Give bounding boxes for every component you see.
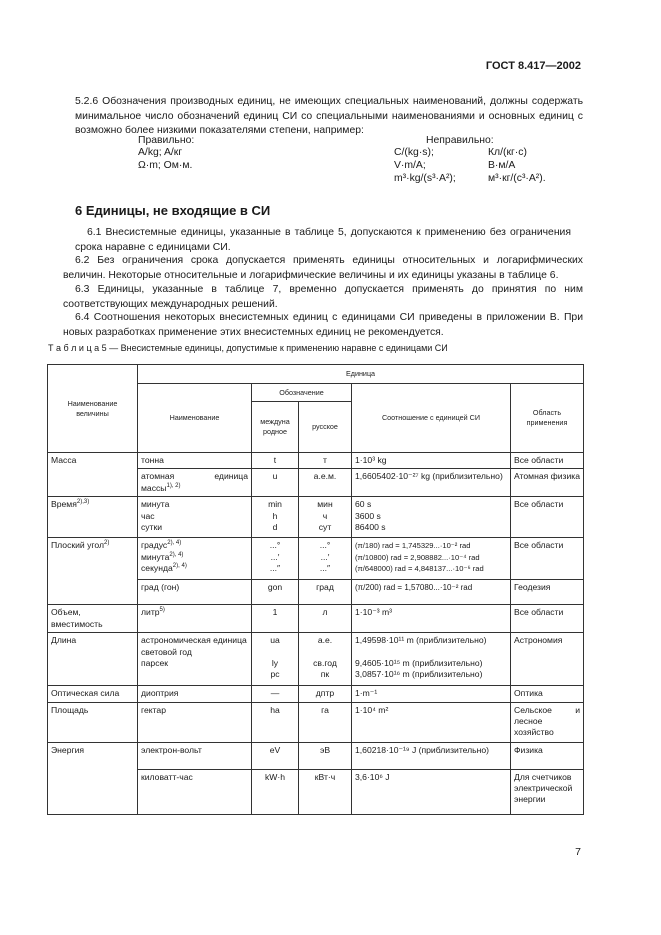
header-relation: Соотношение с единицей СИ [352, 384, 511, 453]
unit-length: астрономическая единица световой год парсек [138, 633, 252, 686]
rus-tonne: т [299, 453, 352, 469]
rus-gon: град [299, 580, 352, 605]
intl-hectare: ha [252, 702, 299, 742]
paragraph-6-4: 6.4 Соотношения некоторых внесистемных единиц с единицами СИ приведены в приложении В. При новых разработках применение этих внесистемных единиц не рекомендуется. [63, 312, 583, 338]
relation-kwh: 3,6·10⁶ J [352, 769, 511, 814]
paragraph-6-1: 6.1 Внесистемные единицы, указанные в таблице 5, допускаются к применению без ограничения срока наравне с единицами СИ. [75, 227, 571, 253]
unit-amu: атомная единица массы$^{1), 2)}$ [138, 469, 252, 497]
unit-tonne: тонна [138, 453, 252, 469]
scope-kwh: Для счетчиков электрической энергии [511, 769, 584, 814]
scope-ev: Физика [511, 742, 584, 769]
incorrect-rus-1: Кл/(кг·с) [488, 147, 527, 158]
scope-time: Все области [511, 497, 584, 538]
row-mass-quantity: Масса [48, 453, 138, 497]
scope-gon: Геодезия [511, 580, 584, 605]
correct-example-1: A/kg; A/кг [138, 147, 183, 158]
relation-amu: 1,6605402·10⁻²⁷ kg (приблизительно) [352, 469, 511, 497]
scope-liter: Все области [511, 605, 584, 633]
rus-length: а.е. св.год пк [299, 633, 352, 686]
table-5-caption: Т а б л и ц а 5 — Внесистемные единицы, допустимые к применению наравне с единицами СИ [48, 343, 448, 353]
incorrect-intl-3: m³·kg/(s³·A²); [394, 173, 456, 184]
unit-hectare: гектар [138, 702, 252, 742]
scope-tonne: Все области [511, 453, 584, 469]
rus-liter: л [299, 605, 352, 633]
relation-time: 60 s 3600 s 86400 s [352, 497, 511, 538]
header-scope: Область применения [511, 384, 584, 453]
intl-length: ua ly pc [252, 633, 299, 686]
intl-time: min h d [252, 497, 299, 538]
intl-ev: eV [252, 742, 299, 769]
unit-kwh: киловатт-час [138, 769, 252, 814]
incorrect-rus-2: В·м/А [488, 160, 516, 171]
intl-kwh: kW·h [252, 769, 299, 814]
rus-hectare: га [299, 702, 352, 742]
page-number: 7 [575, 846, 581, 858]
standard-header: ГОСТ 8.417—2002 [485, 60, 581, 72]
relation-tonne: 1·10³ kg [352, 453, 511, 469]
unit-angle: градус$^{2), 4)}$ минута$^{2), 4)}$ секунда$^{2), 4)}$ [138, 538, 252, 580]
intl-diopter: — [252, 686, 299, 702]
rus-angle: ...° ...′ ...″ [299, 538, 352, 580]
row-length-quantity: Длина [48, 633, 138, 686]
header-designation: Обозначение [252, 384, 352, 402]
clause-5-2-6: 5.2.6 Обозначения производных единиц, не имеющих специальных наименований, должны содержать минимальное число обозначений единиц СИ со специальными наименованиями и основных единиц с возможно более низкими показателями степени, например: [75, 96, 583, 137]
intl-tonne: t [252, 453, 299, 469]
row-time-quantity: Время$^{2),3)}$ [48, 497, 138, 538]
intl-liter: 1 [252, 605, 299, 633]
header-name: Наименование [138, 384, 252, 453]
rus-time: мин ч сут [299, 497, 352, 538]
row-energy-quantity: Энергия [48, 742, 138, 814]
table-5 [47, 364, 584, 815]
unit-diopter: диоптрия [138, 686, 252, 702]
incorrect-intl-2: V·m/A; [394, 160, 426, 171]
row-angle-quantity: Плоский угол$^{2)}$ [48, 538, 138, 605]
header-quantity: Наименование величины [48, 365, 138, 453]
unit-ev: электрон-вольт [138, 742, 252, 769]
relation-diopter: 1·m⁻¹ [352, 686, 511, 702]
scope-angle: Все области [511, 538, 584, 580]
rus-ev: эВ [299, 742, 352, 769]
section-6-title: 6 Единицы, не входящие в СИ [75, 203, 271, 218]
intl-angle: ...° ...′ ...″ [252, 538, 299, 580]
intl-gon: gon [252, 580, 299, 605]
header-intl: международное [252, 402, 299, 453]
rus-amu: а.е.м. [299, 469, 352, 497]
unit-liter: литр$^{5)}$ [138, 605, 252, 633]
unit-time: минута час сутки [138, 497, 252, 538]
correct-example-2: Ω·m; Ом·м. [138, 160, 193, 171]
scope-hectare: Сельское и лесное хозяйство [511, 702, 584, 742]
paragraph-6-3: 6.3 Единицы, указанные в таблице 7, временно допускается применять до принятия по ним соответствующих международных решений. [63, 284, 583, 310]
incorrect-rus-3: м³·кг/(с³·А²). [488, 173, 546, 184]
relation-angle: (π/180) rad = 1,745329...·10⁻² rad (π/10800) rad = 2,908882...·10⁻⁴ rad (π/648000) rad = 4,848137...·10⁻⁶ rad [352, 538, 511, 580]
rus-kwh: кВт·ч [299, 769, 352, 814]
relation-ev: 1,60218·10⁻¹⁹ J (приблизительно) [352, 742, 511, 769]
incorrect-label: Неправильно: [426, 135, 494, 146]
unit-gon: град (гон) [138, 580, 252, 605]
header-unit: Единица [138, 365, 584, 384]
intl-amu: u [252, 469, 299, 497]
row-volume-quantity: Объем, вместимость [48, 605, 138, 633]
relation-hectare: 1·10⁴ m² [352, 702, 511, 742]
row-area-quantity: Площадь [48, 702, 138, 742]
incorrect-intl-1: C/(kg·s); [394, 147, 434, 158]
scope-length: Астрономия [511, 633, 584, 686]
correct-label: Правильно: [138, 135, 195, 146]
scope-amu: Атомная физика [511, 469, 584, 497]
paragraph-6-2: 6.2 Без ограничения срока допускается применять единицы относительных и логарифмических величин. Некоторые относительные и логарифмические величины и их единицы указаны в таблице 6. [63, 255, 583, 281]
relation-liter: 1·10⁻³ m³ [352, 605, 511, 633]
rus-diopter: дптр [299, 686, 352, 702]
relation-gon: (π/200) rad = 1,57080...·10⁻² rad [352, 580, 511, 605]
relation-length: 1,49598·10¹¹ m (приблизительно) 9,4605·10¹⁵ m (приблизительно) 3,0857·10¹⁶ m (приблизительно) [352, 633, 511, 686]
header-rus: русское [299, 402, 352, 453]
row-optical-quantity: Оптическая сила [48, 686, 138, 702]
scope-diopter: Оптика [511, 686, 584, 702]
